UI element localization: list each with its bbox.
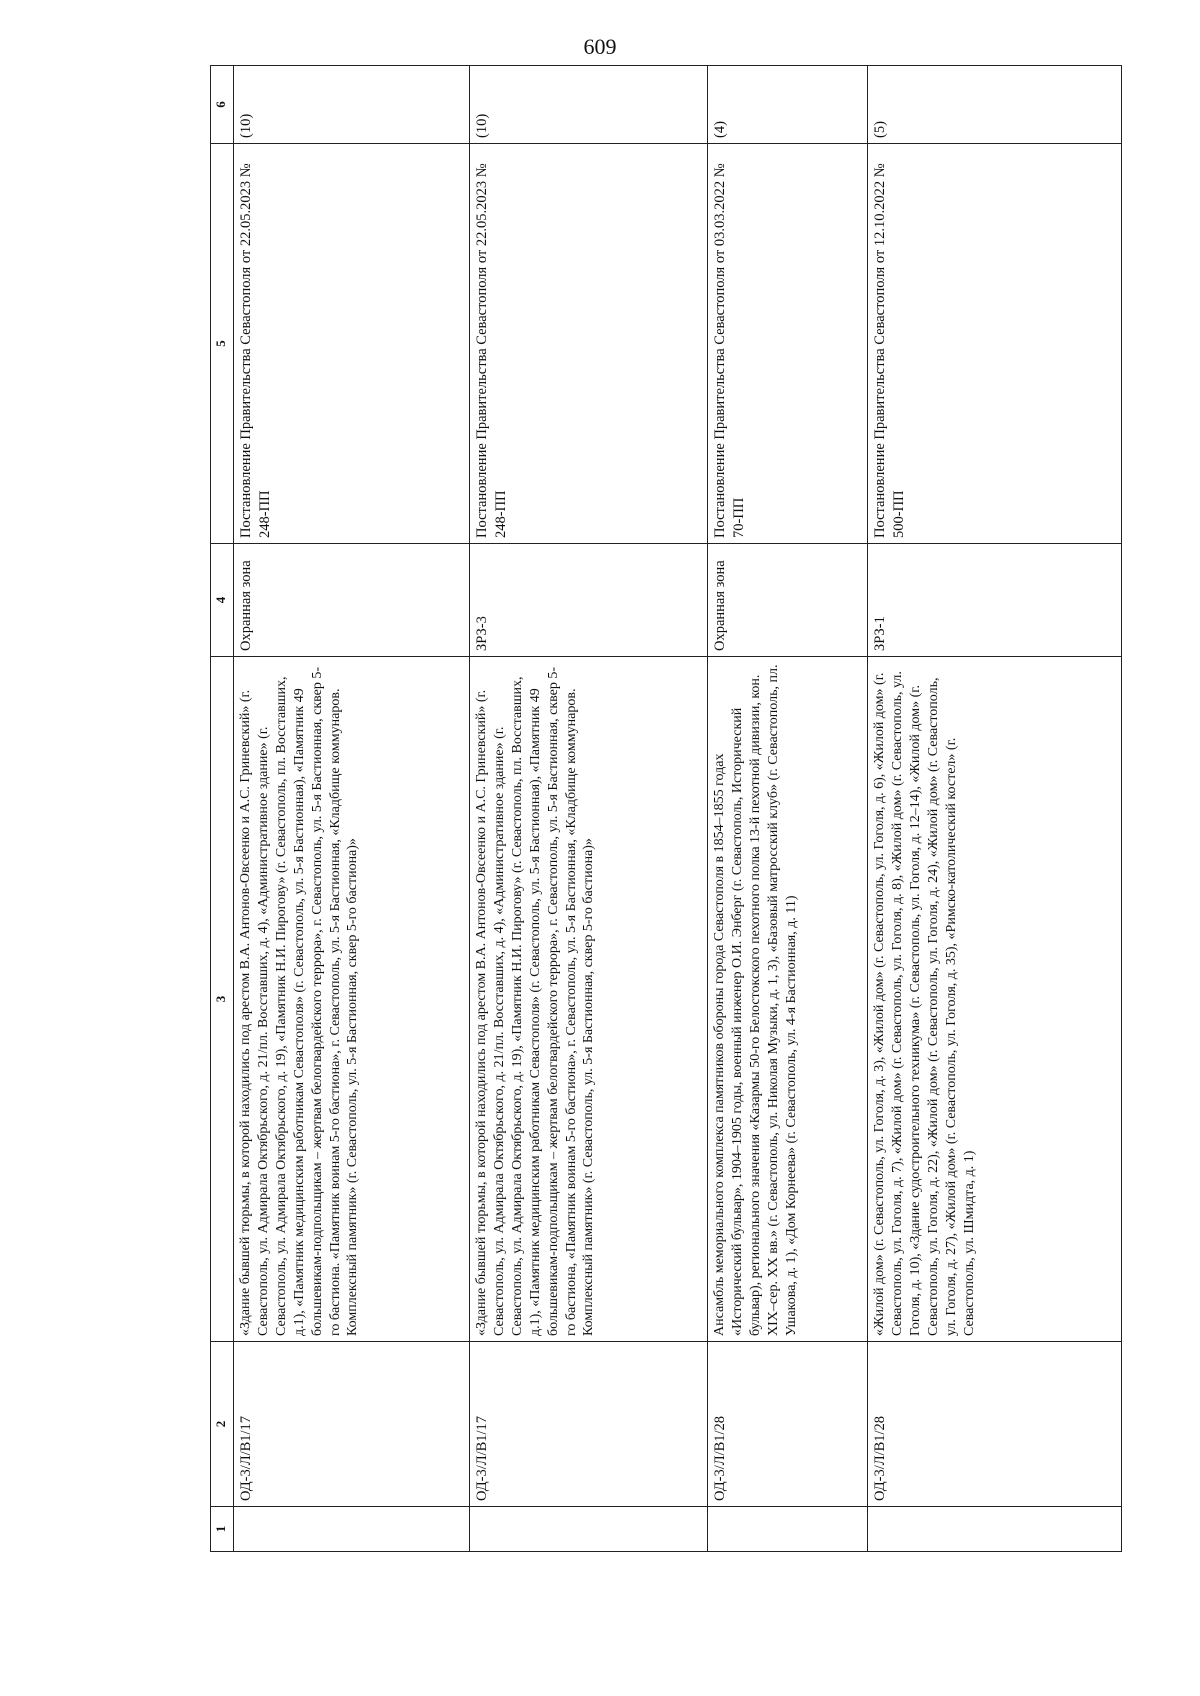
reference-cell: (4) — [708, 66, 868, 144]
heritage-objects-table — [210, 65, 1122, 1552]
row-number-cell — [868, 1507, 1122, 1552]
object-description-cell: «Здание бывшей тюрьмы, в которой находились под арестом В.А. Антонов-Овсеенко и А.С. Гриневский» (г. Севастополь, ул. Адмирала Октябрьского, д. 21/пл. Восставших, д. 4), «Административное здание» (г. Севастополь, ул. Адмирала Октябрьского, д. 19), «Памятник Н.И. Пирогову» (г. Севастополь, пл. Восставших, д.1), «Памятник медицинским работникам Севастополя» (г. Севастополь, ул. 5-я Бастионная), «Памятник 49 большевикам-подпольщикам – жертвам белогвардейского террора», г. Севастополь, ул. 5-я Бастионная, сквер 5-го бастиона. «Памятник воинам 5-го бастиона», г. Севастополь, ул. 5-я Бастионная, «Кладбище коммунаров. Комплексный памятник» (г. Севастополь, ул. 5-я Бастионная, сквер 5-го бастиона)» — [234, 657, 470, 1342]
column-header-2: 2 — [211, 1342, 234, 1507]
table-row — [868, 66, 1122, 1552]
row-number-cell — [234, 1507, 470, 1552]
legal-document-cell: Постановление Правительства Севастополя от 03.03.2022 № 70-ПП — [708, 144, 868, 544]
object-code-cell: ОД-3/Л/В1/28 — [868, 1342, 1122, 1507]
object-code-cell: ОД-3/Л/В1/17 — [234, 1342, 470, 1507]
rotated-table-container — [210, 96, 1122, 1552]
zone-type-cell: ЗРЗ-3 — [470, 544, 708, 657]
object-description-cell: Ансамбль мемориального комплекса памятников обороны города Севастополя в 1854–1855 годах «Исторический бульвар», 1904–1905 годы, военный инженер О.И. Энберг (г. Севастополь, Исторический бульвар), регионального значения «Казармы 50-го Белостокского пехотного полка 13-й пехотной дивизии, кон. XIX–сер. XX вв.» (г. Севастополь, ул. Николая Музыки, д. 1, 3), «Базовый матросский клуб» (г. Севастополь, пл. Ушакова, д. 1), «Дом Корнеева» (г. Севастополь, ул. 4-я Бастионная, д. 11) — [708, 657, 868, 1342]
reference-cell: (10) — [470, 66, 708, 144]
table-row — [470, 66, 708, 1552]
column-header-4: 4 — [211, 544, 234, 657]
column-header-1: 1 — [211, 1507, 234, 1552]
row-number-cell — [708, 1507, 868, 1552]
page-number: 609 — [583, 34, 617, 59]
object-description-cell: «Жилой дом» (г. Севастополь, ул. Гоголя, д. 3), «Жилой дом» (г. Севастополь, ул. Гоголя, д. 6), «Жилой дом» (г. Севастополь, ул. Гоголя, д. 7), «Жилой дом» (г. Севастополь, ул. Гоголя, д. 8), «Жилой дом» (г. Севастополь, ул. Гоголя, д. 10), «Здание судостроительного техникума» (г. Севастополь, ул. Гоголя, д. 12–14), «Жилой дом» (г. Севастополь, ул. Гоголя, д. 22), «Жилой дом» (г. Севастополь, ул. Гоголя, д. 24), «Жилой дом» (г. Севастополь, ул. Гоголя, д. 27), «Жилой дом» (г. Севастополь, ул. Гоголя, д. 35), «Римско-католический костел» (г. Севастополь, ул. Шмидта, д. 1) — [868, 657, 1122, 1342]
table-header-row — [211, 66, 234, 1552]
zone-type-cell: Охранная зона — [708, 544, 868, 657]
object-code-cell: ОД-3/Л/В1/17 — [470, 1342, 708, 1507]
object-code-cell: ОД-3/Л/В1/28 — [708, 1342, 868, 1507]
column-header-5: 5 — [211, 144, 234, 544]
table-row — [234, 66, 470, 1552]
table-row — [708, 66, 868, 1552]
object-description-cell: «Здание бывшей тюрьмы, в которой находились под арестом В.А. Антонов-Овсеенко и А.С. Гриневский» (г. Севастополь, ул. Адмирала Октябрьского, д. 21/пл. Восставших, д. 4), «Административное здание» (г. Севастополь, ул. Адмирала Октябрьского, д. 19), «Памятник Н.И. Пирогову» (г. Севастополь, пл. Восставших, д.1), «Памятник медицинским работникам Севастополя» (г. Севастополь, ул. 5-я Бастионная), «Памятник 49 большевикам-подпольщикам – жертвам белогвардейского террора», г. Севастополь, ул. 5-я Бастионная, сквер 5-го бастиона, «Памятник воинам 5-го бастиона», г. Севастополь, ул. 5-я Бастионная, «Кладбище коммунаров. Комплексный памятник» (г. Севастополь, ул. 5-я Бастионная, сквер 5-го бастиона)» — [470, 657, 708, 1342]
column-header-3: 3 — [211, 657, 234, 1342]
zone-type-cell: ЗРЗ-1 — [868, 544, 1122, 657]
column-header-6: 6 — [211, 66, 234, 144]
legal-document-cell: Постановление Правительства Севастополя от 22.05.2023 № 248-ПП — [234, 144, 470, 544]
legal-document-cell: Постановление Правительства Севастополя от 22.05.2023 № 248-ПП — [470, 144, 708, 544]
reference-cell: (5) — [868, 66, 1122, 144]
legal-document-cell: Постановление Правительства Севастополя от 12.10.2022 № 500-ПП — [868, 144, 1122, 544]
row-number-cell — [470, 1507, 708, 1552]
reference-cell: (10) — [234, 66, 470, 144]
zone-type-cell: Охранная зона — [234, 544, 470, 657]
